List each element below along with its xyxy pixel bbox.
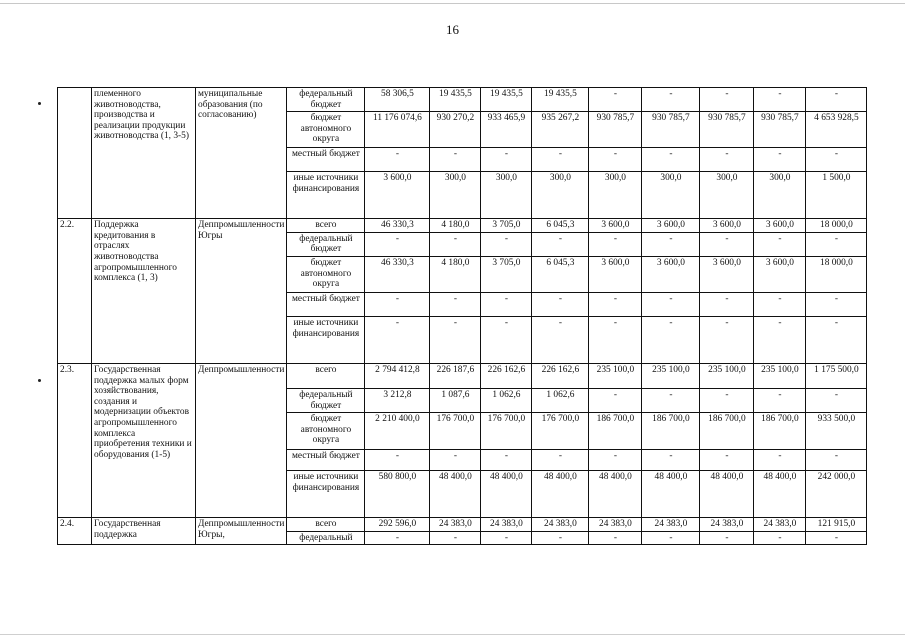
funding-source: федеральный	[287, 531, 365, 545]
amount-cell: 3 600,0	[365, 172, 430, 219]
amount-cell: 226 162,6	[481, 363, 532, 388]
amount-cell: -	[642, 316, 700, 363]
amount-cell: 3 212,8	[365, 388, 430, 412]
amount-cell: 58 306,5	[365, 88, 430, 112]
amount-cell: 48 400,0	[589, 471, 642, 518]
amount-cell: 48 400,0	[430, 471, 481, 518]
amount-cell: 46 330,3	[365, 219, 430, 233]
scan-mark	[38, 102, 41, 105]
amount-cell: 226 162,6	[532, 363, 589, 388]
measure-name: Государственная поддержка малых форм хозяйствования, создания и модернизации объектов агропромышленного комплекса приобретения техники и оборудования (1-5)	[92, 363, 196, 517]
amount-cell: 176 700,0	[481, 413, 532, 450]
amount-cell: -	[700, 388, 754, 412]
amount-cell: -	[532, 316, 589, 363]
amount-cell: -	[754, 388, 806, 412]
amount-cell: -	[365, 292, 430, 316]
amount-cell: 19 435,5	[532, 88, 589, 112]
amount-cell: 930 785,7	[700, 112, 754, 148]
amount-cell: -	[642, 531, 700, 545]
amount-cell: 3 705,0	[481, 256, 532, 292]
funding-source: бюджет автономного округа	[287, 413, 365, 450]
amount-cell: -	[589, 292, 642, 316]
executor: Деппромышленности	[196, 363, 287, 517]
amount-cell: -	[806, 232, 867, 256]
amount-cell: 3 600,0	[754, 219, 806, 233]
executor: муниципальные образования (по согласованию)	[196, 88, 287, 219]
amount-cell: -	[754, 232, 806, 256]
amount-cell: 1 175 500,0	[806, 363, 867, 388]
amount-cell: 2 794 412,8	[365, 363, 430, 388]
amount-cell: -	[700, 232, 754, 256]
amount-cell: -	[754, 450, 806, 471]
amount-cell: 186 700,0	[642, 413, 700, 450]
amount-cell: -	[700, 316, 754, 363]
amount-cell: 300,0	[642, 172, 700, 219]
amount-cell: 48 400,0	[642, 471, 700, 518]
amount-cell: 24 383,0	[700, 518, 754, 532]
table-row	[58, 219, 867, 233]
amount-cell: 300,0	[481, 172, 532, 219]
measure-name: Поддержка кредитования в отраслях животноводства агропромышленного комплекса (1, 3)	[92, 219, 196, 364]
amount-cell: 48 400,0	[754, 471, 806, 518]
amount-cell: -	[700, 292, 754, 316]
amount-cell: -	[754, 531, 806, 545]
item-number: 2.4.	[58, 518, 92, 545]
item-number: 2.3.	[58, 363, 92, 517]
funding-source: местный бюджет	[287, 148, 365, 172]
amount-cell: -	[589, 148, 642, 172]
amount-cell: 935 267,2	[532, 112, 589, 148]
amount-cell: 300,0	[532, 172, 589, 219]
amount-cell: -	[532, 148, 589, 172]
amount-cell: 292 596,0	[365, 518, 430, 532]
amount-cell: 300,0	[754, 172, 806, 219]
amount-cell: 24 383,0	[430, 518, 481, 532]
amount-cell: -	[481, 232, 532, 256]
amount-cell: 235 100,0	[642, 363, 700, 388]
scan-bottom-edge	[0, 634, 905, 635]
table-row	[58, 363, 867, 388]
amount-cell: -	[589, 388, 642, 412]
amount-cell: -	[365, 232, 430, 256]
measure-name: Государственная поддержка	[92, 518, 196, 545]
amount-cell: -	[430, 450, 481, 471]
amount-cell: -	[642, 450, 700, 471]
amount-cell: -	[700, 88, 754, 112]
amount-cell: 24 383,0	[589, 518, 642, 532]
funding-source: федеральный бюджет	[287, 88, 365, 112]
amount-cell: -	[532, 292, 589, 316]
measure-name: племенного животноводства, производства и реализации продукции животноводства (1, 3-5)	[92, 88, 196, 219]
table-row	[58, 88, 867, 112]
amount-cell: 226 187,6	[430, 363, 481, 388]
amount-cell: 242 000,0	[806, 471, 867, 518]
amount-cell: 930 785,7	[589, 112, 642, 148]
executor: Деппромышленности Югры	[196, 219, 287, 364]
funding-source: иные источники финансирования	[287, 172, 365, 219]
amount-cell: -	[430, 232, 481, 256]
amount-cell: -	[642, 388, 700, 412]
amount-cell: -	[481, 531, 532, 545]
amount-cell: 1 062,6	[481, 388, 532, 412]
amount-cell: -	[430, 148, 481, 172]
amount-cell: 19 435,5	[430, 88, 481, 112]
amount-cell: 235 100,0	[754, 363, 806, 388]
amount-cell: 11 176 074,6	[365, 112, 430, 148]
amount-cell: 176 700,0	[532, 413, 589, 450]
amount-cell: -	[365, 316, 430, 363]
amount-cell: 1 062,6	[532, 388, 589, 412]
amount-cell: -	[589, 450, 642, 471]
funding-source: всего	[287, 363, 365, 388]
amount-cell: -	[589, 88, 642, 112]
amount-cell: 6 045,3	[532, 219, 589, 233]
funding-source: всего	[287, 518, 365, 532]
amount-cell: 46 330,3	[365, 256, 430, 292]
funding-source: иные источники финансирования	[287, 471, 365, 518]
amount-cell: 3 600,0	[589, 219, 642, 233]
amount-cell: 186 700,0	[700, 413, 754, 450]
amount-cell: 24 383,0	[754, 518, 806, 532]
amount-cell: -	[430, 292, 481, 316]
amount-cell: -	[806, 148, 867, 172]
amount-cell: -	[754, 88, 806, 112]
amount-cell: -	[642, 232, 700, 256]
amount-cell: -	[806, 531, 867, 545]
amount-cell: 3 600,0	[700, 219, 754, 233]
amount-cell: 3 600,0	[589, 256, 642, 292]
amount-cell: 24 383,0	[642, 518, 700, 532]
amount-cell: 4 180,0	[430, 256, 481, 292]
amount-cell: 176 700,0	[430, 413, 481, 450]
item-number: 2.2.	[58, 219, 92, 364]
amount-cell: 3 705,0	[481, 219, 532, 233]
amount-cell: -	[365, 531, 430, 545]
amount-cell: -	[700, 148, 754, 172]
amount-cell: 3 600,0	[642, 219, 700, 233]
amount-cell: 933 500,0	[806, 413, 867, 450]
funding-source: федеральный бюджет	[287, 232, 365, 256]
amount-cell: 3 600,0	[754, 256, 806, 292]
amount-cell: 930 785,7	[642, 112, 700, 148]
funding-source: местный бюджет	[287, 292, 365, 316]
funding-source: бюджет автономного округа	[287, 256, 365, 292]
amount-cell: 6 045,3	[532, 256, 589, 292]
amount-cell: 300,0	[430, 172, 481, 219]
amount-cell: -	[481, 450, 532, 471]
item-number	[58, 88, 92, 219]
amount-cell: -	[430, 316, 481, 363]
amount-cell: 24 383,0	[481, 518, 532, 532]
amount-cell: 2 210 400,0	[365, 413, 430, 450]
scan-mark	[38, 379, 41, 382]
scan-top-edge	[0, 3, 905, 4]
funding-source: иные источники финансирования	[287, 316, 365, 363]
amount-cell: -	[642, 292, 700, 316]
amount-cell: -	[430, 531, 481, 545]
amount-cell: -	[365, 148, 430, 172]
amount-cell: 4 653 928,5	[806, 112, 867, 148]
amount-cell: -	[642, 148, 700, 172]
table-row	[58, 518, 867, 532]
amount-cell: 930 785,7	[754, 112, 806, 148]
amount-cell: 18 000,0	[806, 219, 867, 233]
amount-cell: 1 500,0	[806, 172, 867, 219]
amount-cell: -	[806, 292, 867, 316]
funding-source: местный бюджет	[287, 450, 365, 471]
amount-cell: 48 400,0	[700, 471, 754, 518]
amount-cell: 933 465,9	[481, 112, 532, 148]
amount-cell: -	[589, 531, 642, 545]
amount-cell: 3 600,0	[700, 256, 754, 292]
page-number: 16	[446, 22, 459, 37]
amount-cell: 19 435,5	[481, 88, 532, 112]
amount-cell: 4 180,0	[430, 219, 481, 233]
amount-cell: -	[700, 531, 754, 545]
executor: Деппромышленности Югры,	[196, 518, 287, 545]
amount-cell: 186 700,0	[754, 413, 806, 450]
amount-cell: 235 100,0	[700, 363, 754, 388]
amount-cell: -	[700, 450, 754, 471]
amount-cell: 18 000,0	[806, 256, 867, 292]
amount-cell: -	[754, 316, 806, 363]
amount-cell: 580 800,0	[365, 471, 430, 518]
amount-cell: 930 270,2	[430, 112, 481, 148]
amount-cell: -	[754, 148, 806, 172]
amount-cell: -	[806, 88, 867, 112]
amount-cell: 48 400,0	[481, 471, 532, 518]
amount-cell: 3 600,0	[642, 256, 700, 292]
amount-cell: 300,0	[700, 172, 754, 219]
amount-cell: -	[532, 232, 589, 256]
amount-cell: -	[481, 148, 532, 172]
amount-cell: -	[589, 316, 642, 363]
funding-source: бюджет автономного округа	[287, 112, 365, 148]
amount-cell: -	[532, 531, 589, 545]
amount-cell: 121 915,0	[806, 518, 867, 532]
amount-cell: -	[481, 292, 532, 316]
amount-cell: -	[481, 316, 532, 363]
financing-table	[57, 87, 867, 545]
amount-cell: -	[589, 232, 642, 256]
amount-cell: 24 383,0	[532, 518, 589, 532]
amount-cell: -	[642, 88, 700, 112]
amount-cell: -	[532, 450, 589, 471]
amount-cell: -	[806, 316, 867, 363]
funding-source: всего	[287, 219, 365, 233]
amount-cell: 1 087,6	[430, 388, 481, 412]
amount-cell: 186 700,0	[589, 413, 642, 450]
amount-cell: -	[806, 450, 867, 471]
amount-cell: -	[365, 450, 430, 471]
amount-cell: 235 100,0	[589, 363, 642, 388]
funding-source: федеральный бюджет	[287, 388, 365, 412]
amount-cell: -	[754, 292, 806, 316]
amount-cell: 48 400,0	[532, 471, 589, 518]
amount-cell: 300,0	[589, 172, 642, 219]
amount-cell: -	[806, 388, 867, 412]
